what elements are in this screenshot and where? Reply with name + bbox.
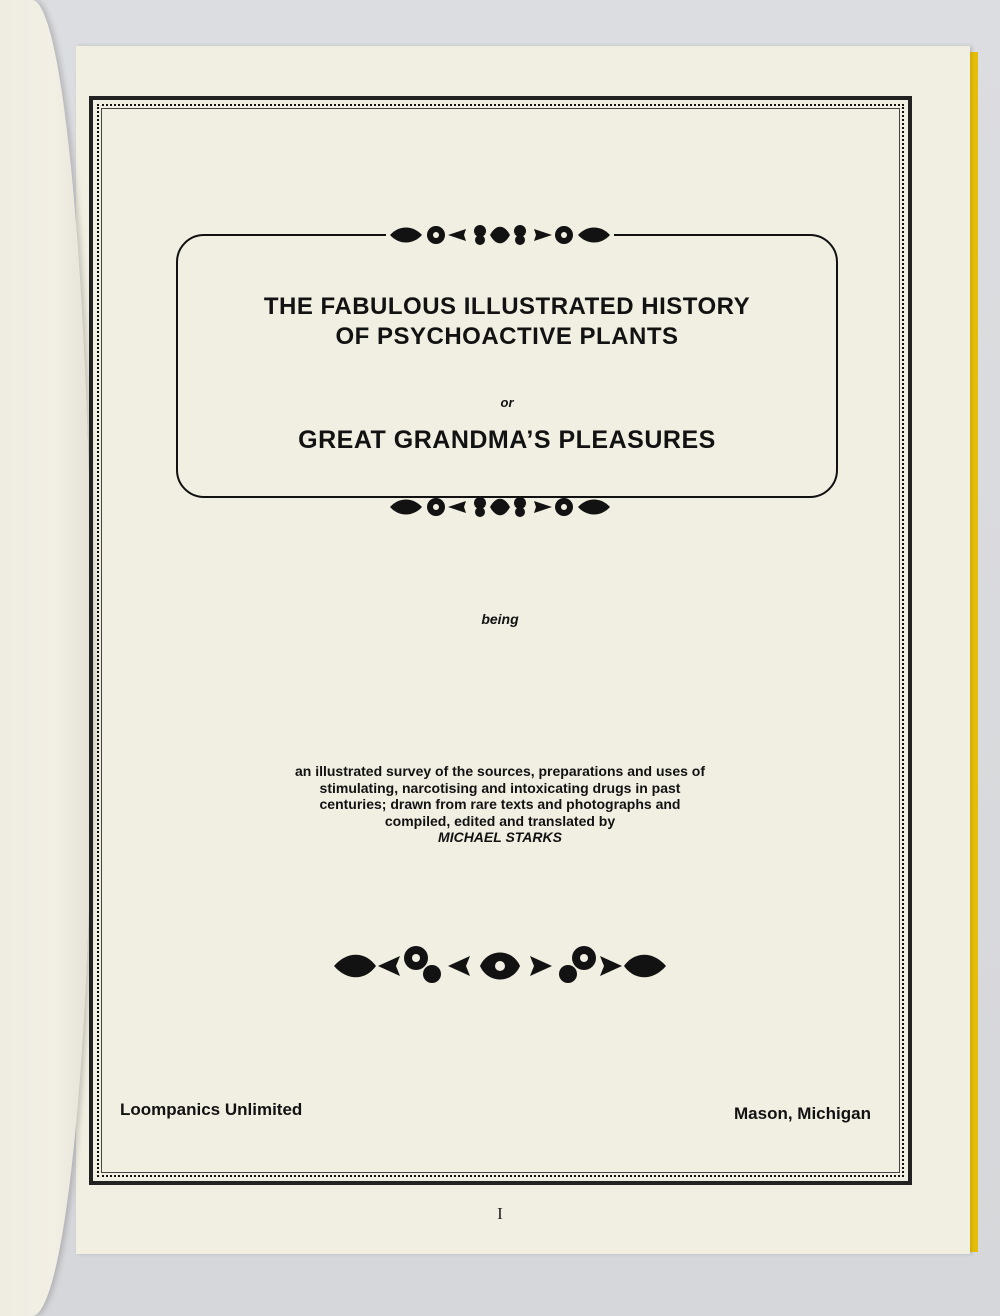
floral-ornament-bottom-icon (386, 490, 614, 524)
description-line: centuries; drawn from rare texts and photographs and (319, 796, 681, 812)
description (210, 763, 790, 846)
author-name: MICHAEL STARKS (438, 829, 562, 845)
floral-ornament-top-icon (386, 218, 614, 252)
title-line-1: THE FABULOUS ILLUSTRATED HISTORY (263, 293, 751, 320)
description-line: stimulating, narcotising and intoxicating drugs in past (319, 779, 681, 796)
subtitle: GREAT GRANDMA’S PLEASURES (298, 426, 716, 454)
publisher: Loompanics Unlimited (120, 1100, 303, 1119)
description-line: an illustrated survey of the sources, preparations and uses of (294, 763, 705, 779)
description-line: compiled, edited and translated by (384, 812, 616, 829)
title-frame (176, 234, 838, 498)
being-label: being (481, 611, 519, 627)
title-or: or (500, 395, 514, 410)
page-number: I (497, 1204, 503, 1223)
publication-place: Mason, Michigan (734, 1104, 871, 1123)
title-line-2: OF PSYCHOACTIVE PLANTS (335, 323, 679, 350)
floral-ornament-large-icon (330, 938, 670, 994)
